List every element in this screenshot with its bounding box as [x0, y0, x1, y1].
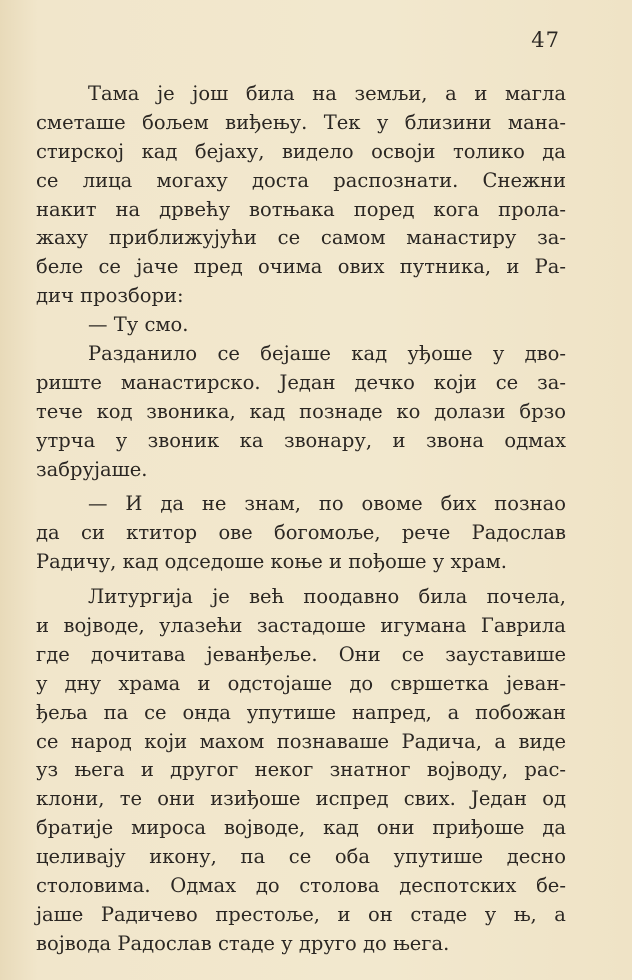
word: уз: [36, 758, 59, 782]
word: звоника,: [146, 399, 236, 423]
word: Радослав: [471, 521, 566, 545]
word: Они: [338, 642, 381, 666]
text-line: [36, 699, 566, 728]
word: столова: [299, 874, 380, 898]
word: игумана: [380, 614, 467, 638]
word: коње: [270, 550, 323, 574]
word: и: [328, 550, 342, 574]
text-line: [36, 901, 566, 930]
word: уђоше: [407, 342, 473, 366]
word: мана-: [507, 110, 566, 134]
word: и: [337, 902, 351, 926]
word: могаху: [156, 168, 228, 192]
word: познаде: [299, 399, 383, 423]
word: приђоше: [432, 816, 525, 840]
text-line: [36, 548, 566, 577]
word: се: [288, 845, 312, 869]
word: да: [36, 521, 60, 545]
word: храма: [118, 671, 181, 695]
word: напред,: [351, 700, 432, 724]
word: освоји: [371, 139, 436, 163]
word: близини: [404, 110, 492, 134]
word: испред: [315, 787, 389, 811]
word: кад: [323, 816, 359, 840]
word: бих: [440, 492, 477, 516]
word: код: [96, 399, 133, 423]
word: тече: [36, 399, 83, 423]
word: и: [392, 428, 406, 452]
word: они: [376, 816, 415, 840]
word: —: [88, 492, 108, 516]
word: си: [80, 521, 105, 545]
word: се: [277, 226, 301, 250]
word: храм.: [450, 550, 507, 574]
word: већ: [249, 585, 285, 609]
word: риште: [36, 370, 102, 394]
word: и: [474, 82, 488, 105]
text-line: [36, 282, 566, 311]
paragraph: [36, 340, 566, 484]
word: народ: [70, 729, 132, 753]
text-line: [36, 670, 566, 699]
word: виђењу.: [225, 110, 308, 134]
word: да: [160, 492, 184, 516]
word: другог: [170, 758, 239, 782]
text-line: [36, 456, 566, 485]
word: кога: [433, 197, 480, 221]
word: се: [36, 729, 59, 753]
text-line: [36, 427, 566, 456]
word: толико: [452, 139, 525, 163]
word: који: [144, 729, 188, 753]
word: ка: [239, 428, 264, 452]
text-line: [36, 138, 566, 167]
word: је: [157, 82, 175, 105]
word: познао: [494, 492, 566, 516]
text-line: [36, 398, 566, 427]
word: свршетка: [390, 671, 489, 695]
word: се: [401, 642, 425, 666]
word: кад: [249, 399, 286, 423]
word: по: [318, 492, 344, 516]
word: бејаше: [260, 342, 331, 366]
word: кад: [141, 139, 178, 163]
word: војвода: [36, 931, 112, 955]
word: упутише: [246, 700, 337, 724]
word: прозбори:: [80, 284, 184, 308]
word: ових: [337, 255, 385, 279]
word: јаче: [136, 255, 179, 279]
word: неког: [254, 758, 314, 782]
word: манастиру: [406, 226, 517, 250]
word: вотњака: [249, 197, 335, 221]
word: и: [506, 255, 520, 279]
word: да: [542, 816, 566, 840]
word: бољем: [142, 110, 209, 134]
word: десно: [506, 845, 566, 869]
word: бејаху,: [194, 139, 265, 163]
word: још: [192, 82, 229, 105]
paragraph: [36, 490, 566, 577]
word: који: [433, 370, 477, 394]
text-line: [36, 167, 566, 196]
word: јеван-: [506, 671, 566, 695]
text-line: [36, 843, 566, 872]
word: у: [492, 342, 505, 366]
word: познаваше: [276, 729, 390, 753]
word: Тек: [323, 110, 361, 134]
word: почела,: [486, 585, 566, 609]
text-line: [36, 814, 566, 843]
word: у: [115, 428, 128, 452]
word: дво-: [524, 342, 566, 366]
word: звонару,: [283, 428, 373, 452]
word: па: [240, 845, 266, 869]
word: а: [494, 729, 507, 753]
word: била: [418, 585, 468, 609]
text-line: [36, 369, 566, 398]
word: одстојаше: [227, 671, 333, 695]
word: не: [201, 492, 227, 516]
word: друго: [298, 931, 357, 955]
word: да: [542, 139, 566, 163]
word: и: [197, 671, 211, 695]
text-line: [36, 109, 566, 138]
text-line: [36, 253, 566, 282]
text-line: [36, 80, 566, 109]
word: распознати.: [333, 168, 459, 192]
word: одседоше: [164, 550, 265, 574]
word: И: [125, 492, 143, 516]
text-line: [36, 583, 566, 612]
word: а: [445, 82, 457, 105]
word: махом: [199, 729, 265, 753]
word: братије: [36, 816, 114, 840]
word: звона: [425, 428, 484, 452]
word: се: [98, 255, 121, 279]
word: где: [36, 642, 70, 666]
word: Ту: [113, 313, 139, 337]
word: Један: [279, 370, 336, 394]
word: свих.: [403, 787, 456, 811]
word: на: [312, 82, 337, 105]
word: војводе,: [223, 816, 306, 840]
word: се: [495, 370, 519, 394]
word: Радослав: [117, 931, 212, 955]
word: целивају: [36, 845, 126, 869]
word: на: [115, 197, 141, 221]
word: у: [36, 671, 48, 695]
word: до: [349, 671, 374, 695]
word: у: [376, 110, 389, 134]
word: кад: [122, 550, 159, 574]
word: манастирско.: [120, 370, 261, 394]
word: дочитава: [90, 642, 186, 666]
page-number: 47: [531, 28, 560, 52]
word: путника,: [399, 255, 492, 279]
text-line: [36, 641, 566, 670]
word: столовима.: [36, 874, 151, 898]
word: одмах: [504, 428, 566, 452]
word: па: [103, 700, 129, 724]
word: поодавно: [303, 585, 400, 609]
word: за-: [537, 226, 566, 250]
word: деспотских: [399, 874, 517, 898]
word: очима: [258, 255, 323, 279]
word: поред: [353, 197, 415, 221]
word: пред: [193, 255, 243, 279]
word: се: [144, 700, 167, 724]
word: Један: [471, 787, 528, 811]
word: он: [368, 902, 393, 926]
word: доста: [251, 168, 310, 192]
word: улазећи: [159, 614, 243, 638]
word: дич: [36, 284, 74, 308]
word: виде: [518, 729, 566, 753]
word: Радича,: [401, 729, 482, 753]
text-line: [36, 872, 566, 901]
word: а: [554, 902, 566, 926]
word: Тама: [88, 82, 140, 105]
word: стаде: [410, 902, 468, 926]
word: знам,: [244, 492, 301, 516]
word: лица: [82, 168, 133, 192]
word: Разданило: [88, 342, 198, 366]
word: њ,: [513, 902, 537, 926]
word: Радичу,: [36, 550, 117, 574]
word: рече: [401, 521, 451, 545]
text-line: [36, 785, 566, 814]
word: самом: [320, 226, 386, 250]
word: жаху: [36, 226, 89, 250]
word: клони,: [36, 787, 105, 811]
word: беле: [36, 255, 84, 279]
paragraph: [36, 80, 566, 311]
word: икону,: [149, 845, 217, 869]
text-line: [36, 728, 566, 757]
word: у: [484, 902, 497, 926]
word: накит: [36, 197, 97, 221]
word: они: [157, 787, 195, 811]
word: ко: [396, 399, 421, 423]
word: прола-: [498, 197, 566, 221]
word: овоме: [361, 492, 423, 516]
body-text: [36, 80, 566, 959]
word: јеванђеље.: [206, 642, 318, 666]
word: и: [140, 758, 154, 782]
word: Ра-: [534, 255, 566, 279]
word: Литургија: [88, 585, 193, 609]
word: стирској: [36, 139, 125, 163]
word: Снежни: [482, 168, 566, 192]
text-line: [36, 196, 566, 225]
word: Радичево: [100, 902, 198, 926]
paragraph: [36, 311, 566, 340]
word: Гаврила: [480, 614, 566, 638]
word: дрвећу: [159, 197, 231, 221]
word: се: [36, 168, 59, 192]
word: забрујаше.: [36, 457, 148, 481]
word: до: [363, 931, 387, 955]
word: земљи,: [354, 82, 428, 105]
text-line: [36, 224, 566, 253]
word: звоник: [147, 428, 220, 452]
text-line: [36, 756, 566, 785]
word: у: [281, 931, 293, 955]
word: се: [217, 342, 240, 366]
text-line: [36, 490, 566, 519]
word: за-: [537, 370, 566, 394]
word: брзо: [519, 399, 566, 423]
word: бе-: [536, 874, 566, 898]
word: оба: [334, 845, 371, 869]
word: дну: [64, 671, 102, 695]
word: —: [88, 313, 108, 337]
word: сметаше: [36, 110, 126, 134]
word: побожан: [475, 700, 566, 724]
word: војводе,: [63, 614, 145, 638]
word: изиђоше: [210, 787, 301, 811]
word: и: [36, 614, 49, 638]
word: до: [255, 874, 280, 898]
word: магла: [504, 82, 566, 105]
paragraph: [36, 583, 566, 959]
word: ктитор: [126, 521, 198, 545]
word: је: [212, 585, 230, 609]
word: пођоше: [348, 550, 427, 574]
word: знатног: [329, 758, 411, 782]
word: у: [432, 550, 445, 574]
text-line: [36, 612, 566, 641]
text-line: [36, 519, 566, 548]
word: Одмах: [170, 874, 237, 898]
word: њега.: [392, 931, 450, 955]
word: војводу,: [426, 758, 509, 782]
word: смо.: [144, 313, 189, 337]
word: упутише: [393, 845, 484, 869]
word: долази: [434, 399, 506, 423]
word: ђеља: [36, 700, 88, 724]
word: престоље,: [215, 902, 320, 926]
word: била: [245, 82, 295, 105]
word: онда: [182, 700, 231, 724]
word: мироса: [131, 816, 207, 840]
word: те: [119, 787, 143, 811]
word: рас-: [524, 758, 566, 782]
word: богомоље,: [274, 521, 381, 545]
word: зауставише: [445, 642, 566, 666]
word: стаде: [218, 931, 275, 955]
text-line: [36, 340, 566, 369]
word: ове: [218, 521, 253, 545]
word: застадоше: [256, 614, 366, 638]
word: дечко: [354, 370, 415, 394]
word: њега: [74, 758, 125, 782]
text-line: [36, 930, 566, 959]
word: приближујући: [108, 226, 257, 250]
text-line: [36, 311, 566, 340]
word: јаше: [36, 902, 84, 926]
word: а: [447, 700, 460, 724]
word: од: [542, 787, 566, 811]
word: кад: [351, 342, 388, 366]
word: утрча: [36, 428, 96, 452]
word: видело: [281, 139, 354, 163]
